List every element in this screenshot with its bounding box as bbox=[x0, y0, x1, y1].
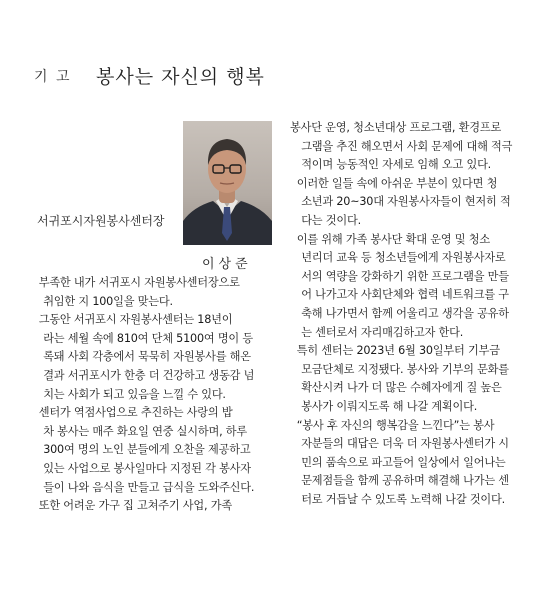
article-header bbox=[34, 62, 534, 88]
text-line: 문제점들을 함께 공유하며 해결해 나가는 센 bbox=[301, 474, 509, 488]
article-paragraph bbox=[32, 497, 272, 516]
author-photo bbox=[183, 121, 272, 245]
author-affiliation: 서귀포시자원봉사센터장 bbox=[37, 214, 165, 228]
text-line: 그램을 추진 해오면서 사회 문제에 대해 적극 bbox=[301, 139, 513, 153]
article-paragraph bbox=[32, 311, 272, 404]
text-line: 차 봉사는 매주 화요일 연중 실시하며, 하루 bbox=[43, 424, 248, 438]
text-line: 다는 것이다. bbox=[301, 213, 361, 227]
article-paragraph bbox=[290, 119, 530, 175]
article-paragraph bbox=[290, 231, 530, 343]
text-line: 자분들의 대답은 더욱 더 자원봉사센터가 시 bbox=[301, 437, 509, 451]
article-body-right bbox=[290, 119, 530, 509]
text-line: 소년과 20~30대 자원봉사자들이 현저히 적 bbox=[301, 195, 511, 209]
text-line: 터로 거듭날 수 있도록 노력해 나갈 것이다. bbox=[301, 492, 506, 506]
text-line: 300여 명의 노인 분들에게 오찬을 제공하고 bbox=[43, 443, 251, 457]
text-line: 들이 나와 음식을 만들고 급식을 도와주신다. bbox=[43, 480, 255, 494]
author-name: 이상준 bbox=[202, 257, 252, 272]
section-kicker: 기 고 bbox=[34, 69, 72, 85]
text-line: 그동안 서귀포시 자원봉사센터는 18년이 bbox=[32, 313, 233, 327]
article-paragraph bbox=[290, 342, 530, 416]
text-line: 또한 어려운 가구 집 고쳐주기 사업, 가족 bbox=[32, 499, 232, 513]
text-line: 봉사가 이뤄지도록 해 나갈 계획이다. bbox=[301, 399, 478, 413]
text-line: 적이며 능동적인 자세로 임해 오고 있다. bbox=[301, 158, 492, 172]
text-line: 부족한 내가 서귀포시 자원봉사센터장으로 bbox=[32, 276, 240, 289]
text-line: 치는 사회가 되고 있음을 느낄 수 있다. bbox=[43, 387, 226, 401]
text-line: 모금단체로 지정됐다. 봉사와 기부의 문화를 bbox=[301, 362, 509, 376]
article-body-left bbox=[32, 274, 272, 516]
text-line: 는 센터로서 자리매김하고자 한다. bbox=[301, 325, 464, 339]
text-line: 어 나가고자 사회단체와 협력 네트워크를 구 bbox=[301, 288, 509, 302]
text-line: 민의 품속으로 파고들어 일상에서 일어나는 bbox=[301, 455, 506, 469]
text-line: 취임한 지 100일을 맞는다. bbox=[43, 294, 173, 308]
text-line: 축해 나가면서 함께 어울리고 생각을 공유하 bbox=[301, 306, 509, 320]
article-headline: 봉사는 자신의 행복 bbox=[96, 66, 265, 88]
text-line: “봉사 후 자신의 행복감을 느낀다”는 봉사 bbox=[290, 418, 495, 432]
text-line: 이를 위해 가족 봉사단 확대 운영 및 청소 bbox=[290, 232, 490, 246]
text-line: 서의 역량을 강화하기 위한 프로그램을 만들 bbox=[301, 269, 509, 283]
article-paragraph bbox=[32, 274, 272, 311]
text-line: 있는 사업으로 봉사일마다 지정된 각 봉사자 bbox=[43, 461, 251, 475]
text-line: 년리더 교육 등 청소년들에게 자원봉사자로 bbox=[301, 251, 506, 265]
article-paragraph bbox=[290, 175, 530, 231]
text-line: 봉사단 운영, 청소년대상 프로그램, 환경프로 bbox=[290, 121, 502, 134]
text-line: 이러한 일들 속에 아쉬운 부분이 있다면 청 bbox=[290, 176, 498, 190]
text-line: 확산시켜 나가 더 많은 수혜자에게 질 높은 bbox=[301, 381, 502, 395]
text-line: 라는 세월 속에 810여 단체 5100여 명이 등 bbox=[43, 331, 253, 345]
text-line: 특히 센터는 2023년 6월 30일부터 기부금 bbox=[290, 344, 500, 358]
text-line: 록돼 사회 각층에서 묵묵히 자원봉사를 해온 bbox=[43, 350, 251, 364]
article-paragraph bbox=[290, 417, 530, 510]
text-line: 결과 서귀포시가 한층 더 건강하고 생동감 넘 bbox=[43, 368, 255, 382]
text-line: 센터가 역점사업으로 추진하는 사랑의 밥 bbox=[32, 406, 233, 420]
article-paragraph bbox=[32, 404, 272, 497]
